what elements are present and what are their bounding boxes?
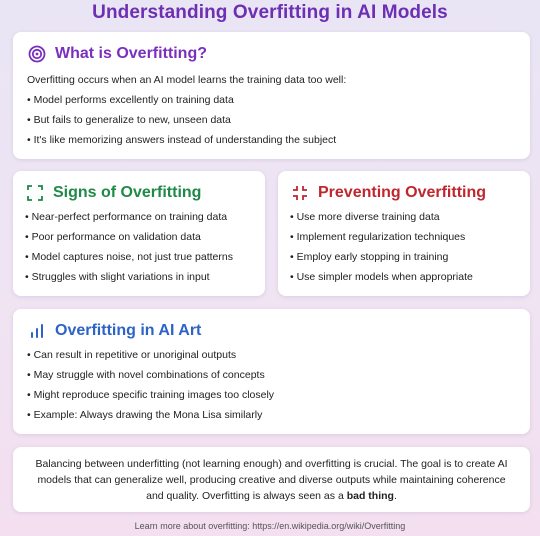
card-preventing-header xyxy=(290,183,518,203)
footer-link-text: Learn more about overfitting: https://en.wikipedia.org/wiki/Overfitting xyxy=(134,521,406,531)
card-overfitting-in-ai-art xyxy=(13,309,530,434)
list-item: • Might reproduce specific training images too closely xyxy=(27,385,516,405)
card-preventing-list xyxy=(290,207,518,287)
card-what-list xyxy=(27,90,516,150)
list-item: • But fails to generalize to new, unseen data xyxy=(27,110,516,130)
list-item: • Poor performance on validation data xyxy=(25,227,253,247)
list-item: • Can result in repetitive or unoriginal outputs xyxy=(27,345,516,365)
page-title: Understanding Overfitting in AI Models xyxy=(92,2,448,23)
shrink-arrows-icon xyxy=(290,183,310,203)
target-icon xyxy=(27,44,47,64)
card-what-header xyxy=(27,44,516,64)
card-art-header xyxy=(27,321,516,341)
summary-text xyxy=(29,456,514,504)
card-what-is-overfitting xyxy=(13,32,530,159)
card-signs-header xyxy=(25,183,253,203)
list-item: • Model captures noise, not just true patterns xyxy=(25,247,253,267)
card-what-intro: Overfitting occurs when an AI model learns the training data too well: xyxy=(27,74,347,86)
summary-emphasis: bad thing xyxy=(346,489,394,502)
bar-chart-icon xyxy=(27,321,47,341)
list-item: • Use simpler models when appropriate xyxy=(290,267,518,287)
card-what-title: What is Overfitting? xyxy=(55,45,207,62)
card-preventing-overfitting xyxy=(278,171,530,296)
card-art-list xyxy=(27,345,516,425)
card-preventing-title: Preventing Overfitting xyxy=(318,184,487,201)
list-item: • Struggles with slight variations in input xyxy=(25,267,253,287)
list-item: • It's like memorizing answers instead of understanding the subject xyxy=(27,130,516,150)
list-item: • Use more diverse training data xyxy=(290,207,518,227)
list-item: • Employ early stopping in training xyxy=(290,247,518,267)
list-item: • Near-perfect performance on training data xyxy=(25,207,253,227)
list-item: • Model performs excellently on training data xyxy=(27,90,516,110)
card-signs-title: Signs of Overfitting xyxy=(53,184,202,201)
summary-card xyxy=(13,447,530,512)
list-item: • Implement regularization techniques xyxy=(290,227,518,247)
list-item: • May struggle with novel combinations of concepts xyxy=(27,365,516,385)
summary-body: Balancing between underfitting (not learning enough) and overfitting is crucial. The goal is to create AI models that can generalize well, producing creative and diverse outputs while maintaining coherence and quality. Overfitting is always seen as a xyxy=(35,457,508,502)
card-art-title: Overfitting in AI Art xyxy=(55,322,202,339)
list-item: • Example: Always drawing the Mona Lisa similarly xyxy=(27,405,516,425)
card-signs-list xyxy=(25,207,253,287)
summary-end: . xyxy=(393,489,397,502)
card-signs-of-overfitting xyxy=(13,171,265,296)
focus-brackets-icon xyxy=(25,183,45,203)
